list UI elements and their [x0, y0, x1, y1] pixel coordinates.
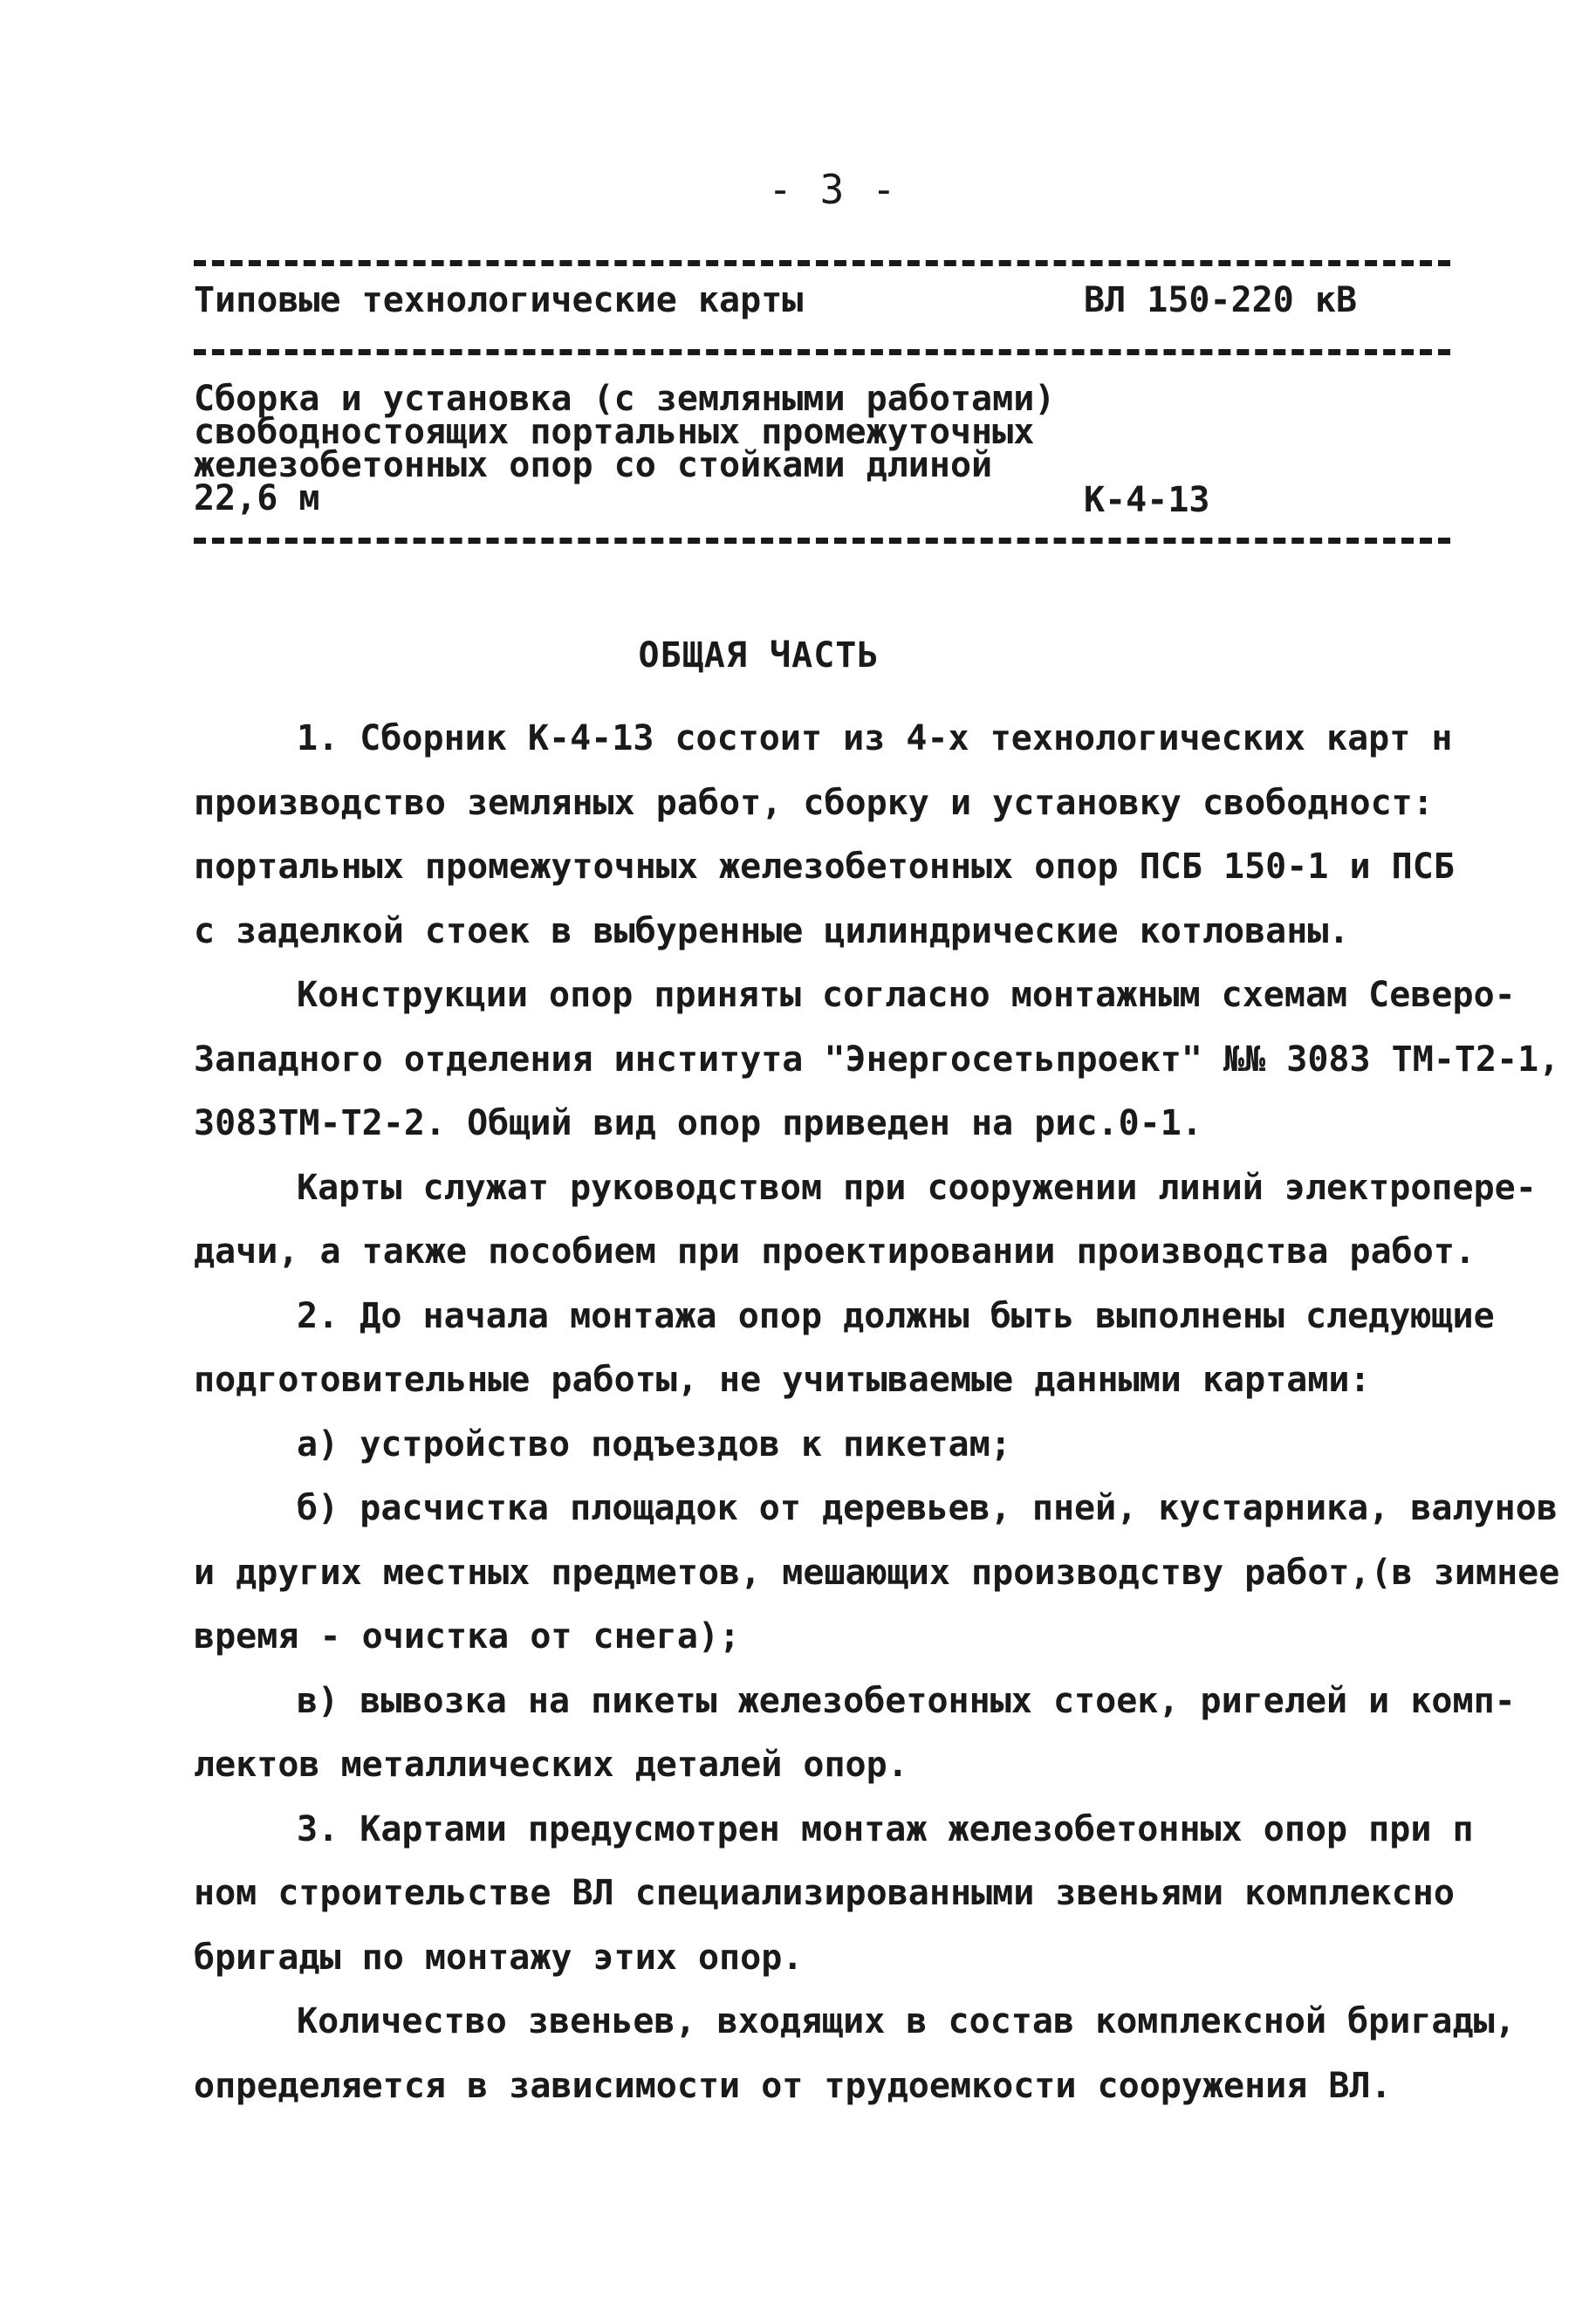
header-voltage-class: ВЛ 150-220 кВ: [1084, 280, 1358, 320]
paragraph-line: ном строительстве ВЛ специализированными звеньями комплексно: [194, 1873, 1455, 1913]
divider-middle: [194, 349, 1450, 355]
paragraph-line: 1. Сборник К-4-13 состоит из 4-х технологических карт н: [297, 718, 1453, 758]
divider-top: [194, 260, 1450, 266]
divider-bottom: [194, 538, 1450, 544]
list-item: а) устройство подъездов к пикетам;: [297, 1424, 1011, 1465]
document-header: [194, 281, 1450, 319]
document-code: К-4-13: [1084, 480, 1210, 520]
title-line: Сборка и установка (с земляными работами): [194, 379, 1056, 419]
list-item: в) вывозка на пикеты железобетонных стоек, ригелей и комп-: [297, 1680, 1516, 1721]
paragraph-line: определяется в зависимости от трудоемкости сооружения ВЛ.: [194, 2065, 1392, 2106]
paragraph-line: дачи, а также пособием при проектировании производства работ.: [194, 1231, 1476, 1272]
title-line: свободностоящих портальных промежуточных: [194, 412, 1035, 452]
page-number: - 3 -: [768, 166, 898, 213]
paragraph-line: с заделкой стоек в выбуренные цилиндрические котлованы.: [194, 910, 1350, 951]
paragraph-line: Количество звеньев, входящих в состав комплексной бригады,: [297, 2001, 1516, 2041]
document-title: [194, 379, 1056, 518]
paragraph-line: подготовительные работы, не учитываемые данными картами:: [194, 1360, 1371, 1400]
paragraph-line: производство земляных работ, сборку и установку свободност:: [194, 782, 1434, 823]
paragraph-line: Карты служат руководством при сооружении линий электропере-: [297, 1167, 1537, 1208]
header-series-title: Типовые технологические карты: [194, 280, 804, 320]
paragraph-line: 3. Картами предусмотрен монтаж железобетонных опор при п: [297, 1808, 1474, 1849]
paragraph-line: лектов металлических деталей опор.: [194, 1745, 908, 1785]
paragraph-line: и других местных предметов, мешающих производству работ,(в зимнее: [194, 1552, 1560, 1593]
title-line: 22,6 м: [194, 478, 320, 518]
paragraph-line: 2. До начала монтажа опор должны быть выполнены следующие: [297, 1295, 1495, 1336]
section-heading: ОБЩАЯ ЧАСТЬ: [638, 635, 880, 676]
paragraph-line: бригады по монтажу этих опор.: [194, 1937, 804, 1978]
list-item: б) расчистка площадок от деревьев, пней, кустарника, валунов: [297, 1488, 1558, 1528]
body-text: [194, 707, 1560, 2118]
title-line: железобетонных опор со стойками длиной: [194, 445, 993, 485]
paragraph-line: время - очистка от снега);: [194, 1616, 741, 1657]
paragraph-line: Западного отделения института "Энергосетьпроект" №№ 3083 ТМ-Т2-1,: [194, 1039, 1560, 1080]
paragraph-line: 3083ТМ-Т2-2. Общий вид опор приведен на рис.0-1.: [194, 1103, 1202, 1143]
paragraph-line: портальных промежуточных железобетонных опор ПСБ 150-1 и ПСБ: [194, 847, 1455, 887]
paragraph-line: Конструкции опор приняты согласно монтажным схемам Северо-: [297, 975, 1516, 1015]
